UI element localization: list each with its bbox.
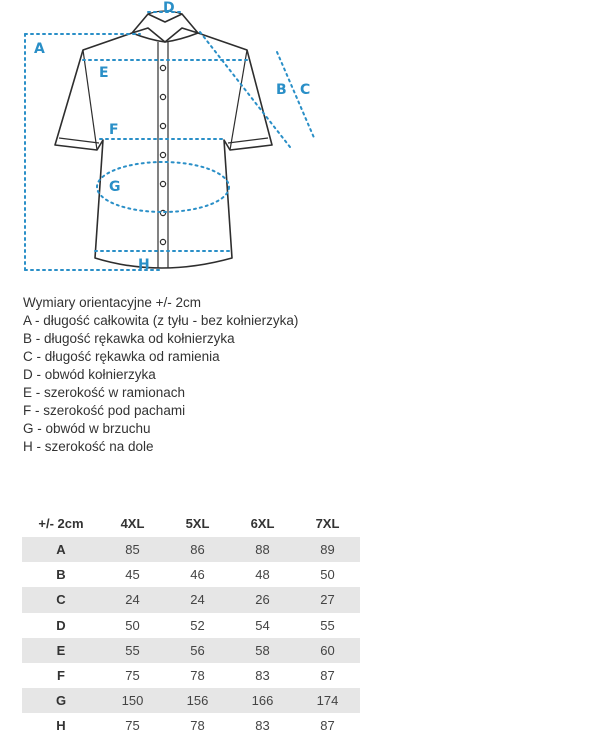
table-cell: 56 <box>165 638 230 663</box>
table-cell: 86 <box>165 537 230 562</box>
table-cell: 166 <box>230 688 295 713</box>
table-cell: 50 <box>320 567 335 583</box>
table-cell: 46 <box>190 567 205 583</box>
table-cell: 54 <box>255 617 270 633</box>
table-cell: 60 <box>295 638 360 663</box>
table-row <box>22 613 360 638</box>
table-row <box>22 562 360 587</box>
table-cell: 55 <box>100 638 165 663</box>
legend-item: B - długość rękawka od kołnierzyka <box>23 331 235 346</box>
legend-title: Wymiary orientacyjne +/- 2cm <box>23 295 202 310</box>
table-cell: 75 <box>125 668 140 684</box>
table-row <box>22 713 360 738</box>
legend-item: G - obwód w brzuchu <box>23 421 151 436</box>
table-cell: 55 <box>320 617 335 633</box>
row-label: B <box>56 567 66 583</box>
shirt-illustration <box>55 11 272 268</box>
table-row <box>22 638 360 663</box>
table-header-row <box>22 510 360 537</box>
table-cell: 156 <box>165 688 230 713</box>
table-cell: 45 <box>125 567 140 583</box>
row-label: A <box>22 537 100 562</box>
table-cell: 27 <box>295 587 360 612</box>
table-row <box>22 537 360 562</box>
row-label: D <box>56 617 66 633</box>
table-cell: 150 <box>100 688 165 713</box>
table-cell: 87 <box>320 668 335 684</box>
legend-item: C - długość rękawka od ramienia <box>23 349 220 364</box>
table-cell: 85 <box>100 537 165 562</box>
label-a: A <box>34 41 45 57</box>
size-table <box>22 510 360 739</box>
table-cell: 89 <box>295 537 360 562</box>
table-cell: 78 <box>190 668 205 684</box>
legend-item: A - długość całkowita (z tyłu - bez kołnierzyka) <box>23 313 299 328</box>
measurement-legend <box>23 294 298 456</box>
table-row <box>22 663 360 688</box>
label-h: H <box>138 257 150 273</box>
table-cell: 24 <box>100 587 165 612</box>
header-tolerance: +/- 2cm <box>38 516 84 531</box>
table-cell: 50 <box>125 617 140 633</box>
row-label: G <box>22 688 100 713</box>
legend-item: D - obwód kołnierzyka <box>23 367 156 382</box>
label-f: F <box>109 122 119 138</box>
legend-item: H - szerokość na dole <box>23 439 154 454</box>
table-row <box>22 587 360 612</box>
row-label: C <box>22 587 100 612</box>
table-row <box>22 688 360 713</box>
table-cell: 48 <box>255 567 270 583</box>
label-b: B <box>276 82 287 98</box>
table-cell: 87 <box>320 718 335 734</box>
table-cell: 75 <box>125 718 140 734</box>
table-cell: 83 <box>255 718 270 734</box>
header-4xl: 4XL <box>120 516 145 531</box>
row-label: E <box>22 638 100 663</box>
label-e: E <box>99 65 109 81</box>
header-7xl: 7XL <box>315 516 340 531</box>
table-cell: 24 <box>165 587 230 612</box>
legend-item: F - szerokość pod pachami <box>23 403 186 418</box>
legend-item: E - szerokość w ramionach <box>23 385 186 400</box>
header-6xl: 6XL <box>250 516 275 531</box>
label-d: D <box>163 0 175 16</box>
row-label: F <box>57 668 65 684</box>
table-cell: 78 <box>190 718 205 734</box>
label-c: C <box>300 82 311 98</box>
table-cell: 58 <box>230 638 295 663</box>
header-5xl: 5XL <box>185 516 210 531</box>
label-g: G <box>109 179 121 195</box>
table-cell: 83 <box>255 668 270 684</box>
table-cell: 174 <box>295 688 360 713</box>
table-cell: 52 <box>190 617 205 633</box>
table-cell: 26 <box>230 587 295 612</box>
shirt-measurement-diagram <box>0 0 600 290</box>
table-cell: 88 <box>230 537 295 562</box>
row-label: H <box>56 718 66 734</box>
